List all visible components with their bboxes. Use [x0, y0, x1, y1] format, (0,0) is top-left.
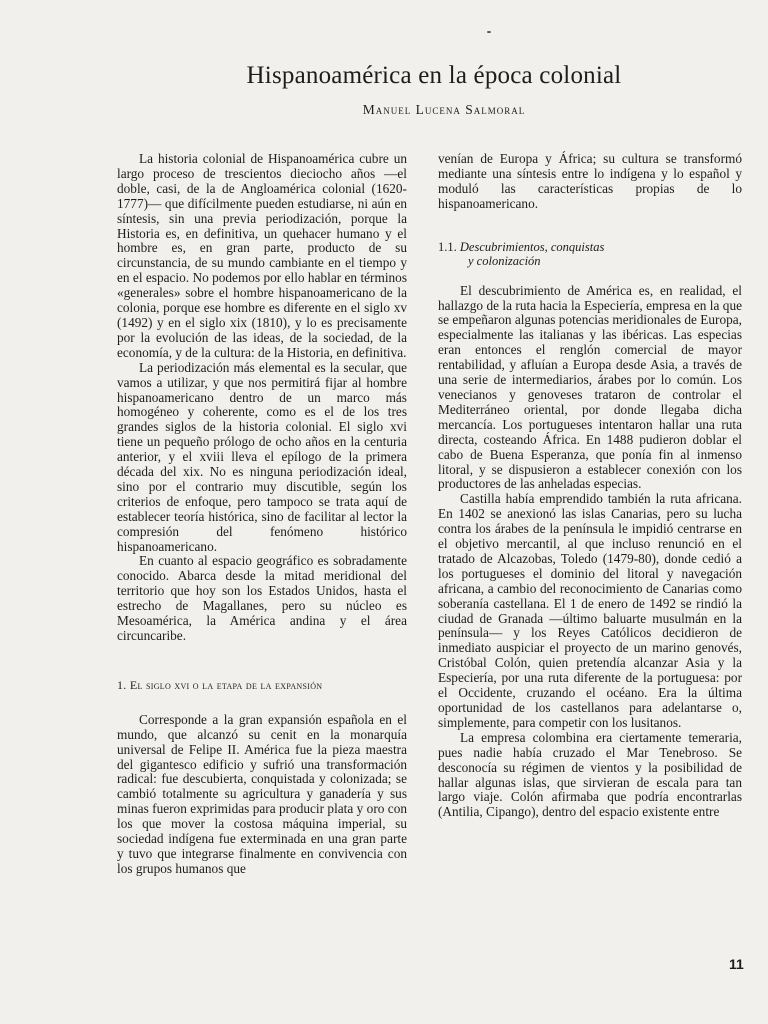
section-heading-1: 1. El siglo xvi o la etapa de la expansión: [117, 677, 323, 692]
subsection-title-line-2: y colonización: [468, 253, 541, 268]
subsection-heading-1-1: [438, 240, 742, 268]
left-column: [117, 152, 407, 877]
intro-paragraph-1: La historia colonial de Hispanoamérica cubre un largo proceso de trescientos dieciocho años —el doble, casi, de la de Angloamérica colonial (1620-1777)— que difícilmente pueden estudiarse, ni aún en síntesis, sin una previa periodización, porque la Historia es, en definitiva, un quehacer humano y el hombre es, en gran parte, producto de su circunstancia, de su mundo cambiante en el tiempo y en el espacio. No podemos por ello hablar en términos «generales» sobre el hombre hispanoamericano de la colonia, porque ese hombre es diferente en el siglo xv (1492) y en el siglo xix (1810), y lo es precisamente por la evolución de las ideas, de la sociedad, de la economía, y de la cultura: de la Historia, en definitiva.: [117, 151, 407, 360]
article-title: Hispanoamérica en la época colonial: [246, 62, 622, 89]
subsection-paragraph-3: La empresa colombina era ciertamente temeraria, pues nadie había cruzado el Mar Tenebroso. Se desconocía su régimen de vientos y la posibilidad de hallar algunas islas, que sirvieran de escala para tan largo viaje. Colón afirmaba que podría encontrarlas (Antilia, Cipango), dentro del espacio existente entre: [438, 729, 742, 820]
print-speck: [487, 31, 491, 33]
continued-paragraph: venían de Europa y África; su cultura se transformó mediante una síntesis entre lo indígena y lo español y moduló las características propias de lo hispanoamericano.: [438, 151, 742, 211]
subsection-title-line-1: Descubrimientos, conquistas: [459, 239, 605, 254]
intro-paragraph-2: La periodización más elemental es la secular, que vamos a utilizar, y que nos permitirá fijar al hombre hispanoamericano dentro de un marco más homogéneo y coherente, como es el de los tres grandes siglos de la historia colonial. El siglo xvi tiene un pequeño prólogo de ocho años en la centuria anterior, y el xviii lleva el epílogo de la primera década del xix. No es ninguna periodización ideal, sino por el contrario muy discutible, según los criterios de enfoque, pero tampoco se trata aquí de establecer teoría histórica, sino de facilitar al lector la compresión del fenómeno histórico hispanoamericano.: [117, 359, 407, 554]
subsection-number: 1.1.: [438, 239, 457, 254]
subsection-paragraph-1: El descubrimiento de América es, en realidad, el hallazgo de la ruta hacia la Especiería, empresa en la que se empeñaron algunas potencias meridionales de Europa, especialmente las italianas y las ibéricas. Las especias eran entonces el renglón comercial de mayor rentabilidad, y afluían a Europa desde Asia, a través de una serie de intermediarios, árabes por lo común. Los venecianos y genoveses trataron de controlar el Mediterráneo oriental, por donde llegaba dicha mercancía. Los portugueses intentaron hallar una ruta directa, costeando África. En 1488 pudieron doblar el cabo de Buena Esperanza, que ponía fin al inmenso litoral, y se dispusieron a establecer conexión con los productores de las anheladas especias.: [438, 282, 742, 492]
article-author: Manuel Lucena Salmoral: [362, 102, 526, 117]
right-column: [438, 152, 742, 820]
section-1-paragraph: Corresponde a la gran expansión española en el mundo, que alcanzó su cenit en la monarquía universal de Felipe II. América fue la pieza maestra del gigantesco edificio y sufrió una transformación radical: fue descubierta, conquistada y colonizada; se cambió totalmente su agricultura y ganadería y sus minas fueron exprimidas para producir plata y oro con los que mover la costosa máquina imperial, su sociedad indígena fue exterminada en una gran parte y tuvo que integrarse finalmente en convivencia con los grupos humanos que: [117, 711, 407, 876]
page-number: 11: [729, 956, 744, 972]
intro-paragraph-3: En cuanto al espacio geográfico es sobradamente conocido. Abarca desde la mitad meridional del territorio que hoy son los Estados Unidos, hasta el estrecho de Magallanes, pero su núcleo es Mesoamérica, la América andina y el área circuncaribe.: [117, 553, 407, 643]
subsection-paragraph-2: Castilla había emprendido también la ruta africana. En 1402 se anexionó las islas Canarias, pero su lucha contra los árabes de la península le impidió centrarse en el objetivo mercantil, al que incluso renunció en el tratado de Alcazobas, Toledo (1479-80), donde cedió a los portugueses el dominio del litoral y navegación africana, a cambio del reconocimiento de Canarias como soberanía castellana. El 1 de enero de 1492 se rindió la ciudad de Granada —último baluarte musulmán en la península— y los Reyes Católicos decidieron de inmediato auspiciar el proyecto de un marino genovés, Cristóbal Colón, quien pretendía alcanzar Asia y la Especiería, por una ruta diferente de la portuguesa: por el Occidente, cruzando el océano. Era la última oportunidad de los castellanos para adelantarse o, simplemente, para competir con los lusitanos.: [438, 491, 742, 730]
